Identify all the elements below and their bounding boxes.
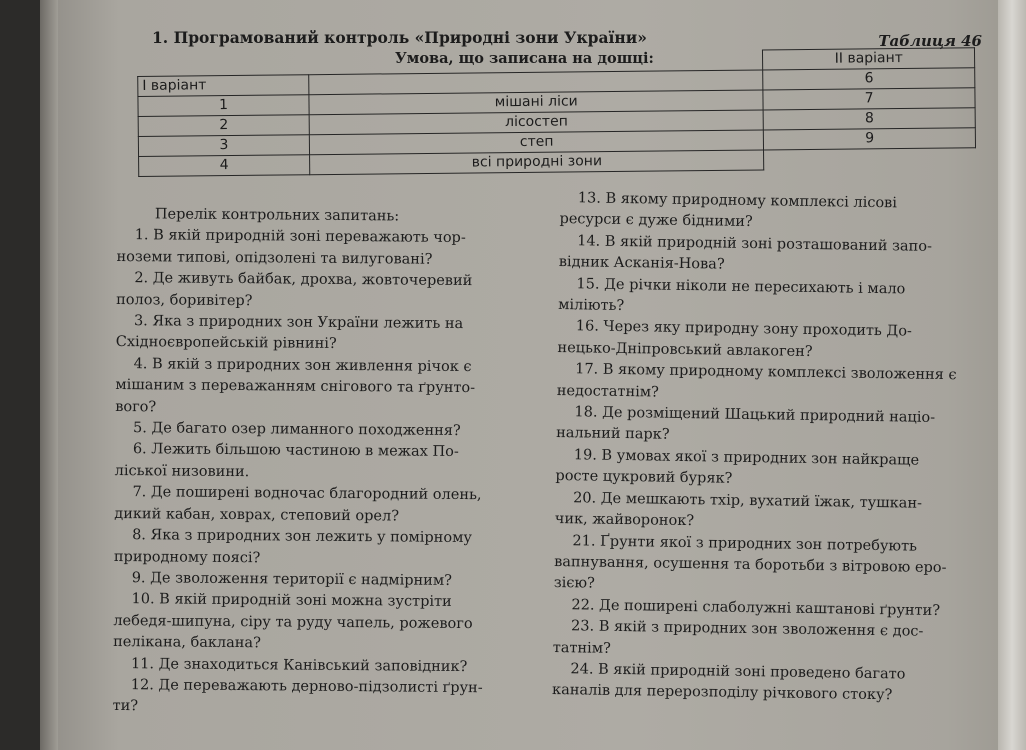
question-continuation: Східноєвропейській рівнині? [115, 334, 337, 353]
cell-zone: лісостеп [309, 110, 764, 135]
question-line: 11. Де знаходиться Канівський заповідник? [130, 655, 468, 675]
question-line: 16. Через яку природну зону проходить До- [575, 318, 913, 340]
question-continuation: вапнування, осушення та боротьби з вітровою еро- [554, 553, 947, 577]
question-continuation: зією? [553, 575, 595, 592]
list-item [114, 482, 539, 529]
question-continuation: мішаним з переважанням снігового та ґрунто- [115, 377, 476, 397]
question-continuation: ноземи типові, опідзолені та вилуговані? [116, 248, 433, 268]
section-title: 1. Програмований контроль «Природні зони України» [152, 28, 647, 47]
question-line: 7. Де поширені водночас благородний олень, [132, 484, 482, 504]
question-line: 24. В якій природній зоні проведено багато [570, 661, 906, 683]
list-item [556, 402, 987, 452]
textbook-page [40, 0, 1026, 750]
list-item [557, 359, 988, 409]
questions-heading: Перелік контрольних запитань: [154, 206, 400, 225]
question-line: 21. Ґрунти якої з природних зон потребують [572, 532, 918, 555]
list-item [116, 311, 541, 358]
cell-v2: 7 [763, 88, 975, 110]
question-line: 4. В якій з природних зон живлення річок є [133, 355, 472, 375]
question-line: 8. Яка з природних зон лежить у помірному [132, 527, 472, 547]
question-continuation: ліської низовини. [114, 462, 250, 481]
list-item [116, 225, 541, 272]
question-line: 19. В умовах якої з природних зон найкраще [573, 447, 920, 469]
cell-v2: 8 [764, 108, 976, 130]
question-continuation: дикий кабан, ховрах, степовий орел? [114, 505, 400, 525]
question-line: 5. Де багато озер лиманного походження? [132, 420, 461, 440]
question-line: 20. Де мешкають тхір, вухатий їжак, тушкан- [573, 489, 923, 512]
question-line: 23. В якій з природних зон зволоження є дос- [570, 618, 924, 640]
question-line: 15. Де річки ніколи не пересихають і мало [576, 275, 906, 298]
questions-right-column [552, 188, 990, 708]
cell-v2 [764, 148, 976, 170]
cell-zone: степ [309, 130, 764, 155]
zones-table [137, 47, 976, 177]
question-line: 18. Де розміщений Шацький природний націо- [574, 404, 936, 426]
list-item [555, 445, 986, 495]
table-number: Таблиця 46 [878, 32, 982, 50]
question-continuation: нальний парк? [556, 425, 670, 444]
cell-zone: всі природні зони [310, 150, 765, 175]
question-line: 1. В якій природній зоні переважають чор- [134, 227, 466, 247]
question-continuation: нецько-Дніпровський авлакоген? [557, 339, 813, 360]
question-continuation: татнім? [552, 639, 611, 657]
question-line: 3. Яка з природних зон України лежить на [133, 313, 464, 333]
header-variant-2: ІІ варіант [763, 48, 975, 70]
question-continuation: природному поясі? [113, 548, 261, 566]
question-line: 9. Де зволоження території є надмірним? [131, 570, 452, 589]
question-line: 13. В якому природному комплексі лісові [577, 190, 898, 212]
list-item [558, 274, 989, 324]
list-item [553, 616, 984, 666]
questions-left-column [113, 204, 542, 721]
question-list-left [113, 225, 542, 721]
list-item [559, 188, 990, 238]
question-continuation: ресурси є дуже бідними? [559, 211, 753, 231]
page-edge [998, 0, 1026, 750]
question-list-right [552, 188, 990, 708]
cell-v2: 9 [764, 128, 976, 150]
cell-v1: 2 [138, 115, 309, 137]
question-line: 17. В якому природному комплексі зволоження є [575, 361, 957, 384]
question-line: 2. Де живуть байбак, дрохва, жовточеревий [134, 270, 473, 290]
list-item [559, 231, 990, 281]
question-continuation: чик, жайворонок? [554, 511, 695, 530]
cell-zone: мішані ліси [309, 90, 764, 115]
list-item [113, 589, 538, 636]
list-item [116, 268, 541, 315]
condition-caption: Умова, що записана на дошці: [395, 50, 654, 67]
list-item [115, 354, 540, 401]
question-continuation: полоз, боривітер? [116, 291, 253, 309]
question-line: 6. Лежить більшою частиною в межах По- [132, 441, 459, 461]
question-line: 12. Де переважають дерново-підзолисті ґрун- [130, 677, 483, 697]
question-continuation: відник Асканія-Нова? [558, 254, 725, 273]
question-line: 10. В якій природній зоні можна зустріти [131, 591, 452, 611]
question-continuation: ти? [112, 698, 139, 715]
question-continuation: недостатнім? [556, 382, 660, 401]
cell-v1: 4 [139, 155, 310, 177]
question-continuation: пелікана, баклана? [113, 634, 261, 652]
list-item [555, 488, 986, 538]
question-continuation: росте цукровий буряк? [555, 468, 733, 488]
question-line: 22. Де поширені слаболужні каштанові ґрунти? [571, 596, 941, 619]
question-continuation: лебедя-шипуна, сіру та руду чапель, рожевого [113, 612, 473, 632]
question-continuation: каналів для перерозподілу річкового стоку? [551, 682, 893, 704]
list-item [114, 525, 539, 572]
header-variant-1: І варіант [138, 75, 309, 97]
list-item [113, 632, 538, 657]
question-continuation: вого? [115, 398, 157, 416]
list-item [554, 530, 985, 580]
list-item [552, 659, 983, 709]
cell-v1: 1 [138, 95, 309, 117]
list-item [113, 675, 538, 722]
cell-v1: 3 [138, 135, 309, 157]
question-line: 14. В якій природній зоні розташований запо- [577, 233, 933, 255]
cell-v2: 6 [763, 68, 975, 90]
question-continuation: міліють? [558, 297, 625, 315]
list-item [557, 316, 988, 366]
list-item [115, 439, 540, 486]
